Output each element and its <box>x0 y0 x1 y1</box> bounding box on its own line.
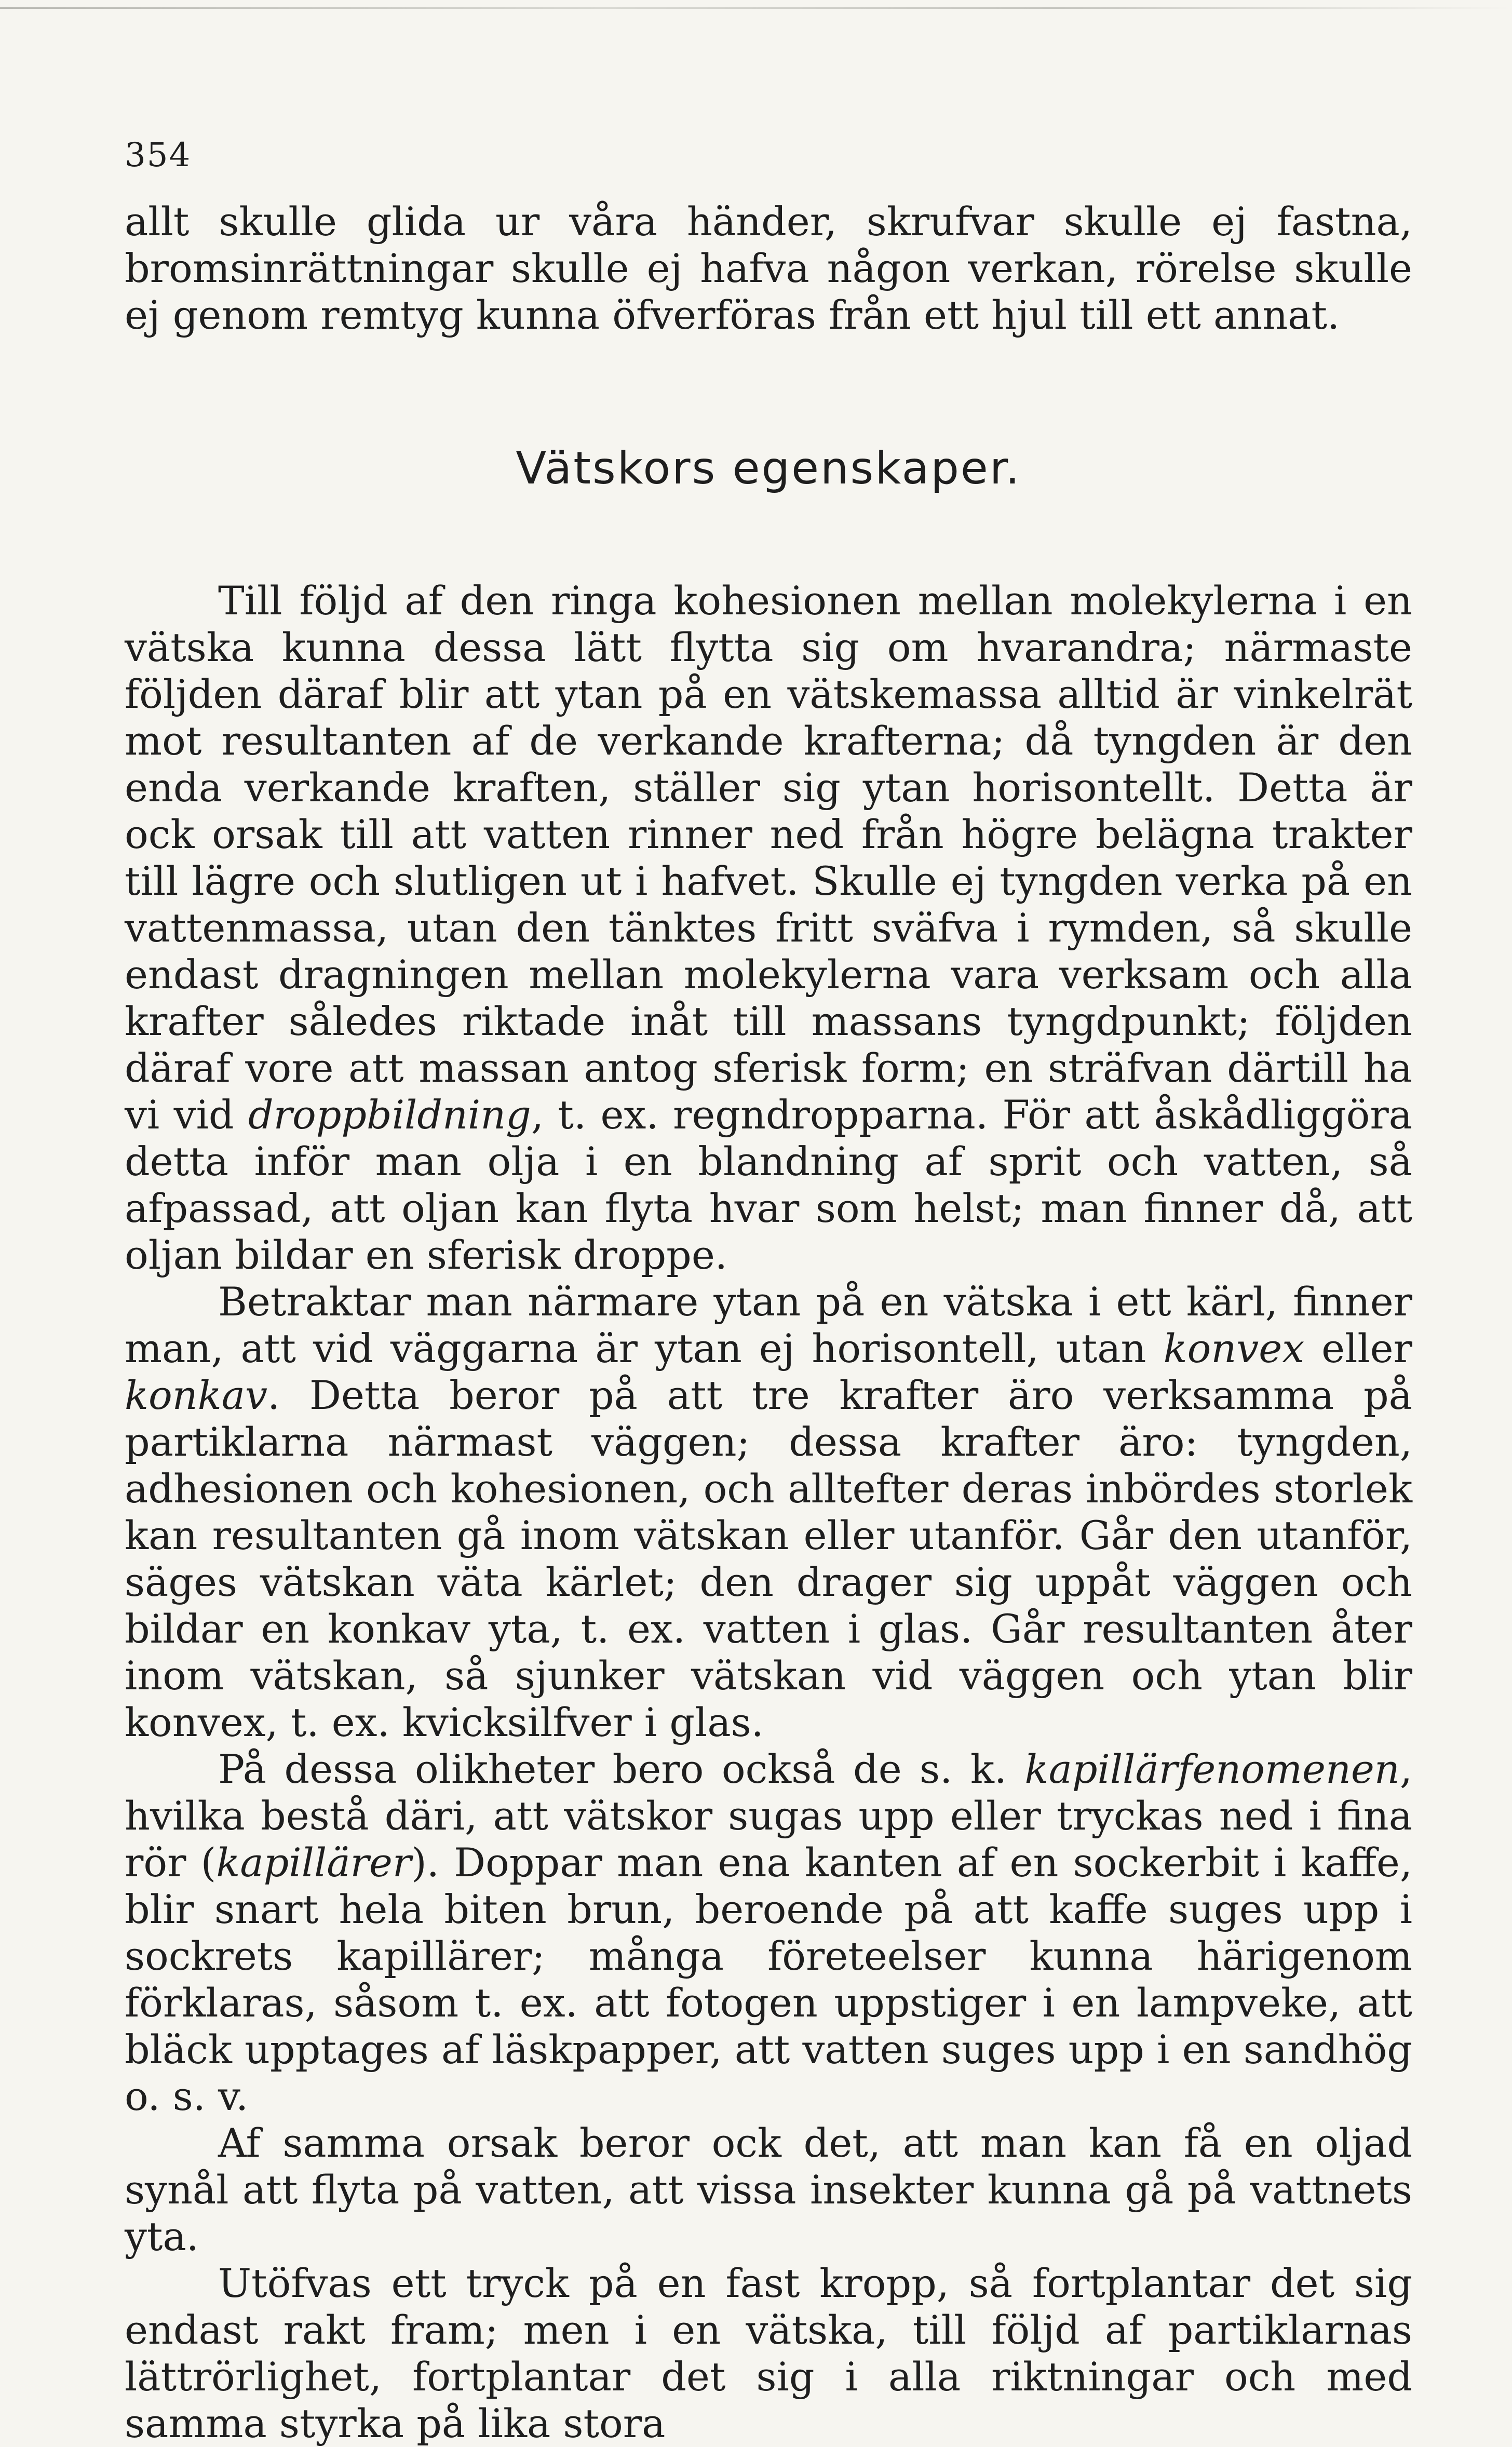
paragraph-2 <box>125 1279 1412 1746</box>
paragraph-1-italic: droppbildning <box>248 1092 531 1138</box>
page-number: 354 <box>125 136 192 174</box>
paragraph-1-text-a: Till följd af den ringa kohesionen mellan molekylerna i en vätska kunna dessa lätt flytta sig om hvarandra; närmaste följden däraf blir att ytan på en vätskemassa alltid är vinkelrät mot resultanten af de verkande krafterna; då tyngden är den enda verkande kraften, ställer sig ytan horisontellt. Detta är ock orsak till att vatten rinner ned från högre belägna trakter till lägre och slutligen ut i hafvet. Skulle ej tyngden verka på en vattenmassa, utan den tänktes fritt sväfva i rymden, så skulle endast dragningen mellan molekylerna vara verksam och alla krafter således riktade inåt till massans tyngdpunkt; följden däraf vore att massan antog sferisk form; en sträfvan därtill ha vi vid <box>125 577 1412 1138</box>
paragraph-1-text-b: , t. ex. regndropparna. För att åskådliggöra detta inför man olja i en blandning af sprit och vatten, så afpassad, att oljan kan flyta hvar som helst; man finner då, att oljan bildar en sferisk droppe. <box>125 1092 1412 1278</box>
paragraph-2-italic-2: konkav <box>125 1372 268 1418</box>
paragraph-3-text-a: På dessa olikheter bero också de s. k. <box>218 1746 1025 1792</box>
paragraph-1 <box>125 577 1412 1279</box>
paragraph-3-text-b: , hvilka bestå däri, att vätskor sugas upp eller tryckas ned i fina rör ( <box>125 1746 1412 1886</box>
paragraph-3-text-c: ). Doppar man ena kanten af en sockerbit i kaffe, blir snart hela biten brun, beroende på att kaffe suges upp i sockrets kapillärer; många företeelser kunna härigenom förklaras, såsom t. ex. att fotogen uppstiger i en lampveke, att bläck upptages af läskpapper, att vatten suges upp i en sandhög o. s. v. <box>125 1839 1412 2119</box>
paragraph-2-italic-1: konvex <box>1163 1325 1305 1372</box>
paragraph-5: Utöfvas ett tryck på en fast kropp, så fortplantar det sig endast rakt fram; men i en vätska, till följd af partiklarnas lättrörlighet, fortplantar det sig i alla riktningar och med samma styrka på lika stora <box>125 2260 1412 2446</box>
text-column <box>125 198 1412 2447</box>
paragraph-2-text-a: Betraktar man närmare ytan på en vätska i ett kärl, finner man, att vid väggarna är ytan ej horisontell, utan <box>125 1279 1412 1372</box>
paragraph-3 <box>125 1746 1412 2120</box>
section-heading: Vätskors egenskaper. <box>516 442 1021 494</box>
paragraph-4: Af samma orsak beror ock det, att man kan få en oljad synål att flyta på vatten, att vissa insekter kunna gå på vattnets yta. <box>125 2120 1412 2260</box>
paragraph-2-text-c: . Detta beror på att tre krafter äro verksamma på partiklarna närmast väggen; dessa krafter äro: tyngden, adhesionen och kohesionen, och alltefter deras inbördes storlek kan resultanten gå inom vätskan eller utanför. Går den utanför, säges vätskan väta kärlet; den drager sig uppåt väggen och bildar en konkav yta, t. ex. vatten i glas. Går resultanten åter inom vätskan, så sjunker vätskan vid väggen och ytan blir konvex, t. ex. kvicksilfver i glas. <box>125 1372 1412 1745</box>
paragraph-3-italic-2: kapillärer <box>216 1839 412 1886</box>
paragraph-3-italic-1: kapillärfenomenen <box>1024 1746 1400 1792</box>
scan-edge-line <box>0 7 1512 9</box>
paragraph-2-text-b: eller <box>1304 1325 1412 1372</box>
continuation-paragraph: allt skulle glida ur våra händer, skrufvar skulle ej fastna, bromsinrättningar skulle ej hafva någon verkan, rörelse skulle ej genom remtyg kunna öfverföras från ett hjul till ett annat. <box>125 198 1412 338</box>
